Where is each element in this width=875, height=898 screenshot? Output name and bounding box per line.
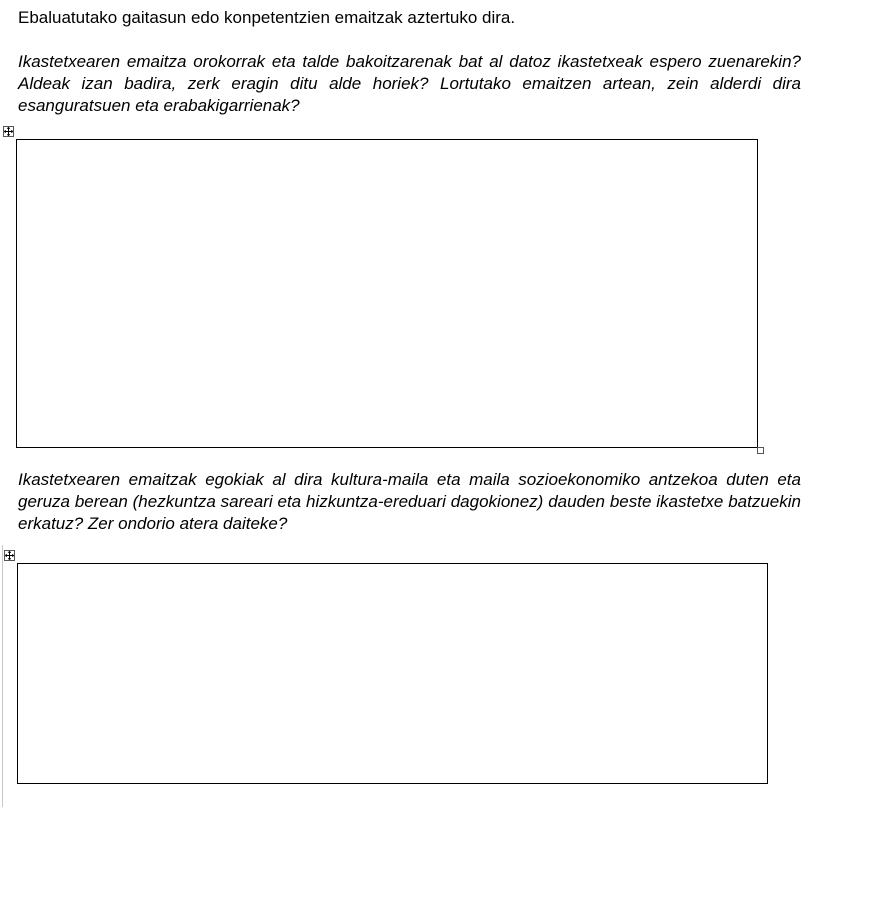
resize-square-icon[interactable]: [757, 447, 764, 454]
question-2-text: Ikastetxearen emaitzak egokiak al dira kultura-maila eta maila sozioekonomiko antzekoa duten eta geruza berean (hezkuntza sareari eta hizkuntza-ereduari dagokionez) dauden beste ikastetxe batzuekin erkatuz? Zer ondorio atera daiteke?: [18, 470, 801, 533]
margin-guide-line: [2, 545, 3, 807]
answer-box-2[interactable]: [17, 563, 768, 784]
move-arrows-icon[interactable]: [4, 550, 15, 561]
intro-text: Ebaluatutako gaitasun edo konpetentzien emaitzak aztertuko dira.: [18, 8, 516, 27]
question-1-text: Ikastetxearen emaitza orokorrak eta talde bakoitzarenak bat al datoz ikastetxeak espero zuenarekin? Aldeak izan badira, zerk eragin ditu alde horiek? Lortutako emaitzen artean, zein alderdi dira esanguratsuen eta erabakigarrienak?: [18, 52, 801, 115]
answer-box-1[interactable]: [16, 139, 758, 448]
move-arrows-icon[interactable]: [3, 126, 14, 137]
